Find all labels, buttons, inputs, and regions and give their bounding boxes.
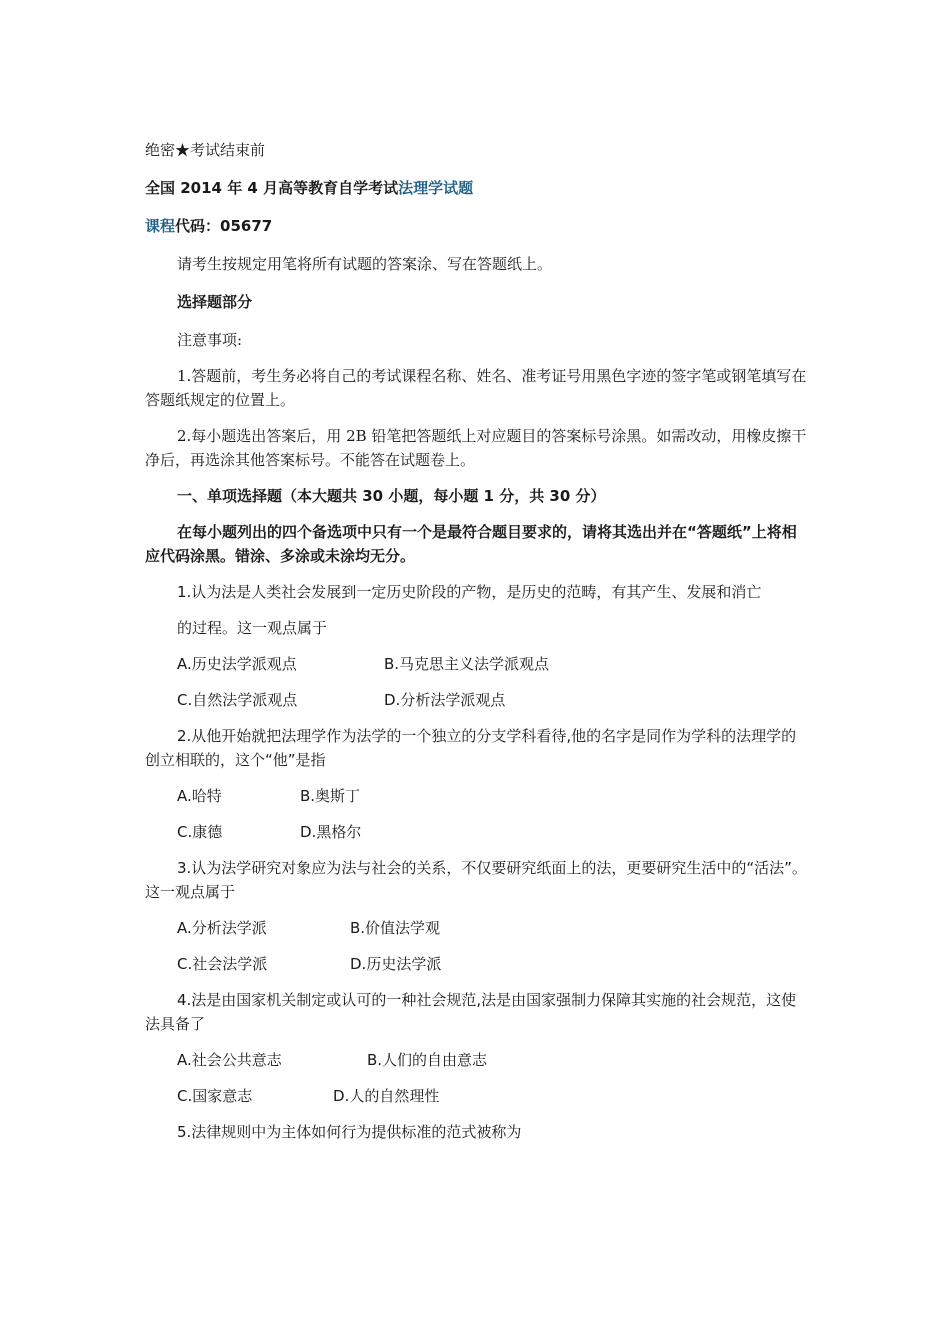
document-body (145, 138, 810, 1144)
q4-option-a: A.社会公共意志 (177, 1051, 282, 1069)
q4-option-c: C.国家意志 (177, 1087, 253, 1105)
notice-title: 注意事项: (177, 331, 243, 349)
q3-option-c: C.社会法学派 (177, 955, 268, 973)
question-2: 2.从他开始就把法理学作为法学的一个独立的分支学科看待,他的名字是同作为学科的法理学的创立相联的，这个“他”是指 (145, 727, 797, 769)
question-2-options-row2 (145, 820, 810, 844)
note-1: 1.答题前，考生务必将自己的考试课程名称、姓名、准考证号用黑色字迹的签字笔或钢笔填写在答题纸规定的位置上。 (145, 367, 807, 409)
course-code-value: 代码：05677 (175, 217, 273, 235)
part1-heading: 一、单项选择题（本大题共 30 小题，每小题 1 分，共 30 分） (177, 487, 606, 505)
section-title: 选择题部分 (177, 293, 253, 311)
question-1-options-row1 (145, 652, 810, 676)
q3-option-b: B.价值法学观 (350, 919, 441, 937)
question-4-options-row1 (145, 1048, 810, 1072)
question-3-options-row2 (145, 952, 810, 976)
question-1-line2: 的过程。这一观点属于 (177, 619, 328, 637)
q1-option-a: A.历史法学派观点 (177, 655, 297, 673)
question-1-options-row2 (145, 688, 810, 712)
part1-directions: 在每小题列出的四个备选项中只有一个是最符合题目要求的，请将其选出并在“答题纸”上将相应代码涂黑。错涂、多涂或未涂均无分。 (145, 523, 797, 565)
exam-title-link[interactable]: 法理学试题 (398, 179, 474, 197)
question-2-options-row1 (145, 784, 810, 808)
q3-option-a: A.分析法学派 (177, 919, 267, 937)
q4-option-b: B.人们的自由意志 (367, 1051, 488, 1069)
question-4-options-row2 (145, 1084, 810, 1108)
q1-option-d: D.分析法学派观点 (384, 691, 506, 709)
q2-option-b: B.奥斯丁 (300, 787, 361, 805)
note-2: 2.每小题选出答案后，用 2B 铅笔把答题纸上对应题目的答案标号涂黑。如需改动，用橡皮擦干净后，再选涂其他答案标号。不能答在试题卷上。 (145, 427, 807, 469)
q4-option-d: D.人的自然理性 (333, 1087, 440, 1105)
q3-option-d: D.历史法学派 (350, 955, 442, 973)
question-4: 4.法是由国家机关制定或认可的一种社会规范,法是由国家强制力保障其实施的社会规范，这使法具备了 (145, 991, 797, 1033)
course-code (145, 214, 810, 238)
question-1-line1: 1.认为法是人类社会发展到一定历史阶段的产物，是历史的范畴，有其产生、发展和消亡 (177, 583, 762, 601)
question-5: 5.法律规则中为主体如何行为提供标准的范式被称为 (177, 1123, 522, 1141)
general-instruction: 请考生按规定用笔将所有试题的答案涂、写在答题纸上。 (177, 255, 553, 273)
confidential-label: 绝密★考试结束前 (145, 141, 266, 159)
q2-option-a: A.哈特 (177, 787, 222, 805)
question-3: 3.认为法学研究对象应为法与社会的关系，不仅要研究纸面上的法，更要研究生活中的“活法”。这一观点属于 (145, 859, 807, 901)
exam-title (145, 176, 810, 200)
q2-option-d: D.黑格尔 (300, 823, 362, 841)
question-3-options-row1 (145, 916, 810, 940)
q2-option-c: C.康德 (177, 823, 223, 841)
exam-title-prefix: 全国 2014 年 4 月高等教育自学考试 (145, 179, 399, 197)
q1-option-b: B.马克思主义法学派观点 (384, 655, 550, 673)
q1-option-c: C.自然法学派观点 (177, 691, 298, 709)
course-link[interactable]: 课程 (145, 217, 176, 235)
